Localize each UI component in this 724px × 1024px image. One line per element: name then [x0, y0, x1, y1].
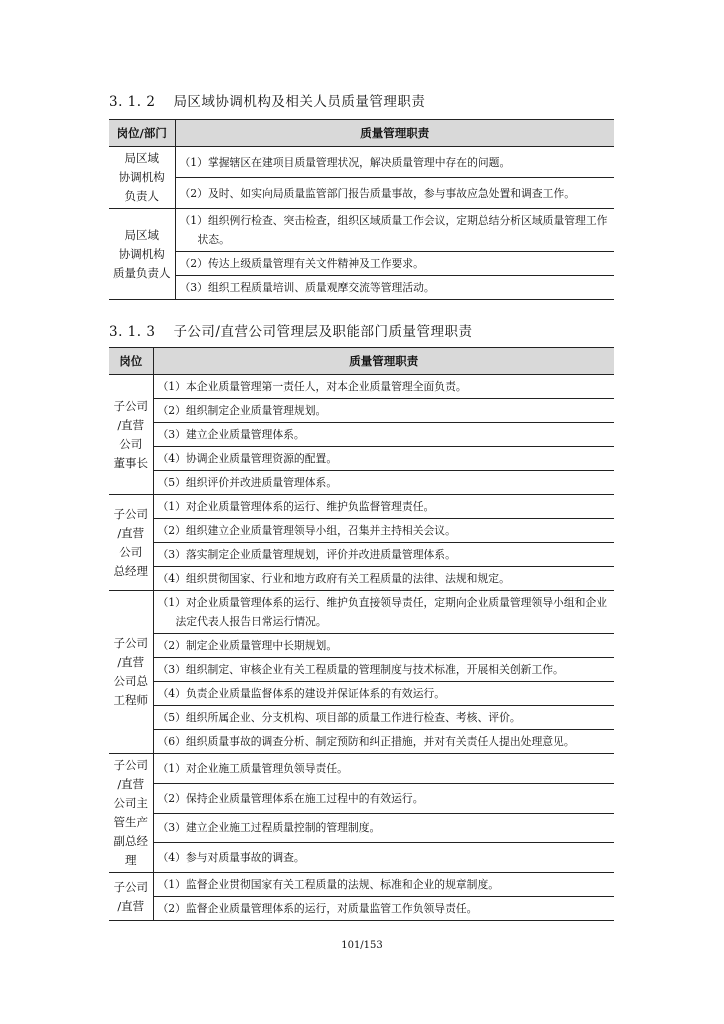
duty-text: （2）保持企业质量管理体系在施工过程中的有效运行。 [157, 791, 424, 805]
section-number: 3. 1. 2 [109, 94, 156, 110]
duty-text: （1）对企业质量管理体系的运行、维护负监督管理责任。 [157, 500, 435, 513]
table-row [109, 658, 614, 682]
page-number: 101/153 [341, 940, 383, 951]
duty-cell [153, 897, 614, 921]
table-row [109, 447, 614, 471]
duty-text: （4）协调企业质量管理资源的配置。 [157, 452, 338, 465]
duty-cell [175, 209, 614, 252]
duty-cell [153, 873, 614, 897]
duty-cell [153, 543, 614, 567]
subsidiary-duty-table [109, 347, 614, 921]
duty-cell [153, 399, 614, 423]
section-number: 3. 1. 3 [109, 324, 156, 340]
duty-cell [175, 147, 614, 178]
duty-text: （2）及时、如实向局质量监管部门报告质量事故，参与事故应急处置和调查工作。 [179, 186, 576, 200]
table-row [109, 843, 614, 873]
duty-text: （4）组织贯彻国家、行业和地方政府有关工程质量的法律、法规和规定。 [157, 572, 510, 585]
duty-text: （6）组织质量事故的调查分析、制定预防和纠正措施，并对有关责任人提出处理意见。 [157, 735, 575, 748]
header-duty: 质量管理职责 [175, 120, 614, 147]
duty-text: （3）建立企业施工过程质量控制的管理制度。 [157, 821, 381, 835]
duty-text: （1）对企业质量管理体系的运行、维护负直接领导责任，定期向企业质量管理领导小组和企业法定代表人报告日常运行情况。 [157, 596, 608, 628]
duty-text: （1）监督企业贯彻国家有关工程质量的法规、标准和企业的规章制度。 [157, 878, 500, 891]
duty-cell [153, 447, 614, 471]
duty-cell [153, 813, 614, 843]
duty-cell [175, 178, 614, 209]
table-row [109, 813, 614, 843]
duty-cell [153, 591, 614, 634]
table-row [109, 567, 614, 591]
table-row [109, 147, 614, 178]
role-cell: 子公司 /直营 公司主 管生产 副总经 理 [109, 754, 153, 873]
table-row [109, 543, 614, 567]
duty-cell [153, 754, 614, 784]
duty-text: （1）掌握辖区在建项目质量管理状况，解决质量管理中存在的问题。 [179, 155, 511, 169]
duty-text: （2）制定企业质量管理中长期规划。 [157, 639, 338, 652]
section-heading-3-1-2 [109, 90, 425, 110]
duty-text: （3）建立企业质量管理体系。 [157, 428, 305, 441]
table-row [109, 276, 614, 300]
duty-cell [175, 276, 614, 300]
role-cell: 子公司 /直营 公司 董事长 [109, 375, 153, 495]
duty-cell [153, 375, 614, 399]
table-row [109, 252, 614, 276]
duty-text: （2）传达上级质量管理有关文件精神及工作要求。 [179, 257, 424, 270]
table-row [109, 783, 614, 813]
duty-text: （4）参与对质量事故的调查。 [157, 851, 305, 865]
table-row [109, 471, 614, 495]
duty-text: （1）本企业质量管理第一责任人，对本企业质量管理全面负责。 [157, 380, 467, 393]
role-cell: 局区域 协调机构 质量负责人 [109, 209, 175, 300]
table-row [109, 375, 614, 399]
duty-cell [153, 634, 614, 658]
table-row [109, 399, 614, 423]
duty-cell [153, 567, 614, 591]
duty-cell [153, 783, 614, 813]
duty-cell [153, 706, 614, 730]
duty-text: （1）对企业施工质量管理负领导责任。 [157, 761, 348, 775]
duty-text: （3）组织制定、审核企业有关工程质量的管理制度与技术标准，开展相关创新工作。 [157, 663, 564, 676]
duty-cell [153, 730, 614, 754]
duty-text: （5）组织评价并改进质量管理体系。 [157, 476, 338, 489]
table-row [109, 495, 614, 519]
duty-text: （2）组织建立企业质量管理领导小组，召集并主持相关会议。 [157, 524, 456, 537]
section-title: 子公司/直营公司管理层及职能部门质量管理职责 [173, 324, 473, 340]
role-cell: 子公司 /直营 [109, 873, 153, 921]
table-row [109, 754, 614, 784]
duty-text: （5）组织所属企业、分支机构、项目部的质量工作进行检查、考核、评价。 [157, 711, 521, 724]
duty-text: （3）落实制定企业质量管理规划，评价并改进质量管理体系。 [157, 548, 456, 561]
role-cell: 子公司 /直营 公司 总经理 [109, 495, 153, 591]
duty-text: （4）负责企业质量监督体系的建设并保证体系的有效运行。 [157, 687, 446, 700]
table-row [109, 682, 614, 706]
table-row [109, 706, 614, 730]
duty-text: （2）组织制定企业质量管理规划。 [157, 404, 327, 417]
table-row [109, 730, 614, 754]
regional-duty-table [109, 119, 614, 300]
duty-text: （3）组织工程质量培训、质量观摩交流等管理活动。 [179, 281, 435, 294]
section-title: 局区域协调机构及相关人员质量管理职责 [173, 94, 426, 110]
table-row [109, 591, 614, 634]
duty-text: （2）监督企业质量管理体系的运行，对质量监管工作负领导责任。 [157, 902, 478, 915]
duty-cell [153, 495, 614, 519]
duty-cell [153, 682, 614, 706]
role-cell: 子公司 /直营 公司总 工程师 [109, 591, 153, 754]
table-row [109, 423, 614, 447]
header-role: 岗位/部门 [109, 120, 175, 147]
duty-cell [153, 658, 614, 682]
table-header-row [109, 348, 614, 375]
duty-cell [153, 519, 614, 543]
duty-text: （1）组织例行检查、突击检查，组织区域质量工作会议，定期总结分析区域质量管理工作状态。 [179, 214, 608, 246]
section-heading-3-1-3 [109, 320, 473, 340]
table-row [109, 873, 614, 897]
table-row [109, 209, 614, 252]
role-cell: 局区域 协调机构 负责人 [109, 147, 175, 209]
table-header-row [109, 120, 614, 147]
duty-cell [153, 843, 614, 873]
table-row [109, 634, 614, 658]
table-row [109, 519, 614, 543]
header-duty: 质量管理职责 [153, 348, 614, 375]
duty-cell [153, 471, 614, 495]
duty-cell [153, 423, 614, 447]
duty-cell [175, 252, 614, 276]
table-row [109, 178, 614, 209]
table-row [109, 897, 614, 921]
header-role: 岗位 [109, 348, 153, 375]
